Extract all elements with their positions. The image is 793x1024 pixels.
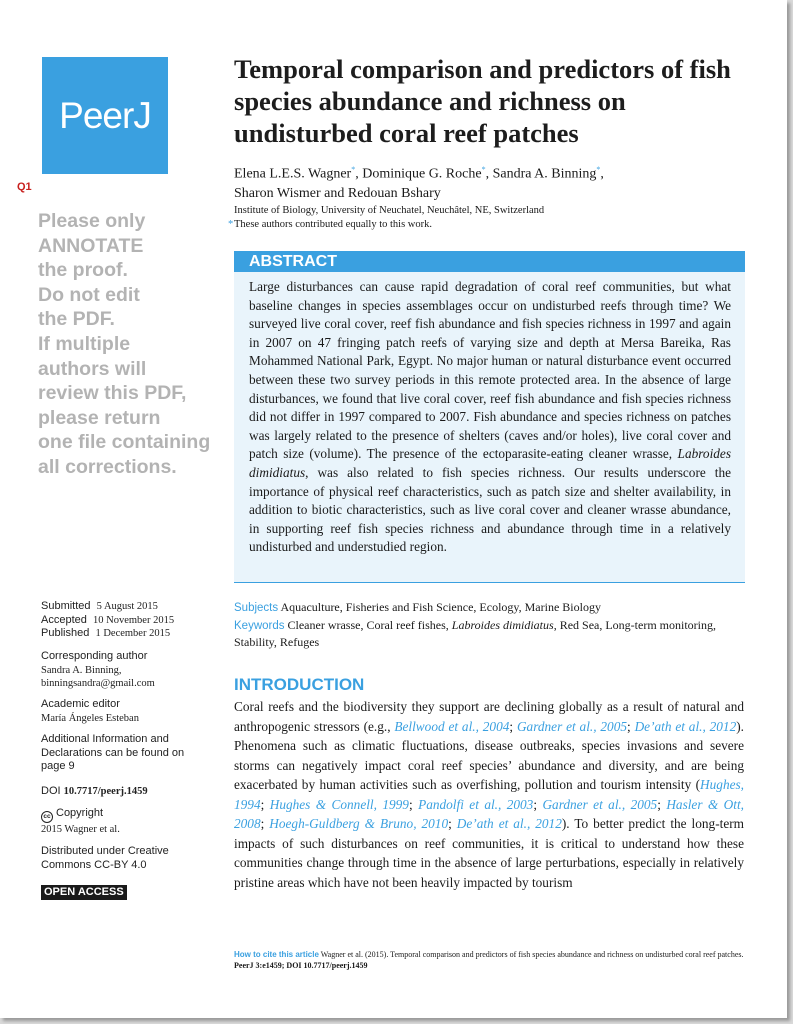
citation-link[interactable]: De’ath et al., 2012	[634, 718, 737, 734]
author: Sandra A. Binning	[492, 166, 597, 182]
intro-text-part: ). To better predict the long-term impacts of such disturbances on reef communities, it is critical to understand how these communities change through time in the absence of large perturbations, especially in relatively pristine areas which have not been heavily impacted by tourism	[234, 816, 744, 890]
equal-contribution-text: These authors contributed equally to this work.	[234, 219, 432, 230]
intro-text-part: ;	[627, 718, 635, 734]
corresponding-email[interactable]: binningsandra@gmail.com	[41, 678, 155, 689]
accepted-label: Accepted	[41, 613, 87, 626]
equal-contribution-mark: *	[228, 219, 234, 230]
author: Sharon Wismer and Redouan Bshary	[234, 185, 441, 201]
keywords-text: , Red Sea, Long-term monitoring, Stability, Refuges	[234, 617, 716, 649]
editor-label: Academic editor	[41, 698, 120, 710]
intro-text-part: ;	[657, 796, 667, 812]
citation-link[interactable]: De’ath et al., 2012	[456, 816, 562, 831]
academic-editor	[41, 698, 139, 725]
additional-info: Additional Information and Declarations can be found on page 9	[41, 733, 185, 772]
intro-text-part: Coral reefs and the biodiversity they support are declining globally as a result of natural and anthropogenic stressors (e.g.,	[234, 699, 744, 734]
author-list	[234, 160, 734, 203]
abstract-text	[234, 272, 745, 557]
open-access-badge: OPEN ACCESS	[41, 885, 127, 900]
copyright-line: 2015 Wagner et al.	[41, 824, 120, 835]
intro-text-part: ;	[408, 796, 419, 812]
intro-text-part: ;	[533, 796, 543, 812]
citation-link[interactable]: Pandolfi et al., 2003	[418, 796, 534, 812]
intro-text-part: ;	[260, 796, 270, 812]
submitted-date: 5 August 2015	[96, 601, 158, 612]
intro-text-part: ;	[260, 816, 270, 831]
subjects-text: Aquaculture, Fisheries and Fish Science, Ecology, Marine Biology	[280, 600, 601, 614]
annotation-notice: Please only ANNOTATE the proof. Do not edit the PDF. If multiple authors will review this PDF, please return one file containing all corrections.	[38, 210, 211, 478]
footer-text: Wagner et al. (2015). Temporal comparison and predictors of fish species abundance and richness on undisturbed coral reef patches.	[318, 950, 744, 959]
doi-label: DOI	[41, 785, 61, 797]
corresponding-label: Corresponding author	[41, 650, 148, 662]
accepted-date: 10 November 2015	[93, 614, 175, 626]
equal-contribution-mark: *	[596, 165, 601, 174]
citation-link[interactable]: Hughes & Connell, 1999	[269, 796, 409, 812]
author-separator: ,	[600, 166, 604, 182]
abstract-box	[234, 251, 745, 583]
corresponding-author	[41, 650, 155, 691]
introduction-heading: INTRODUCTION	[234, 675, 365, 694]
copyright-label: Copyright	[56, 807, 104, 819]
footer-label: How to cite this article	[234, 950, 319, 959]
doi-value: 10.7717/peerj.1459	[63, 786, 148, 797]
abstract-heading: ABSTRACT	[234, 251, 745, 272]
author: Dominique G. Roche	[362, 166, 482, 182]
citation-footer	[234, 949, 744, 971]
article-title: Temporal comparison and predictors of fish species abundance and richness on undisturbed coral reef patches	[234, 54, 731, 148]
affiliation-block	[228, 204, 734, 232]
keywords-label: Keywords	[234, 619, 285, 632]
creative-commons-icon: cc	[41, 811, 53, 823]
peerj-logo	[42, 57, 168, 174]
species-name: Labroides dimidiatus	[249, 446, 731, 480]
intro-text-part: ;	[448, 816, 457, 831]
logo-text: PeerJ	[59, 94, 151, 136]
abstract-text-part: Large disturbances can cause rapid degradation of coral reef communities, but what baseline changes in species assemblages occur on undisturbed reefs through time? We surveyed live coral cover, reef fish abundance and fish species richness in 1997 and again in 2007 on 47 fringing patch reefs of varying size and depth at Mersa Bareika, Ras Mohammed National Park, Egypt. No major human or natural disturbance event occurred between these two survey periods in this remote protected area. In the absence of large disturbances, we found that live coral cover, reef fish abundance and fish species richness did not differ in 1997 compared to 2007. Fish abundance and species richness on patches was largely related to the presence of shelters (caves and/or holes), live coral cover and patch size (volume). The presence of the ectoparasite-eating cleaner wrasse,	[249, 279, 731, 462]
footer-doi: PeerJ 3:e1459; DOI 10.7717/peerj.1459	[234, 961, 368, 970]
author-separator: ,	[485, 166, 493, 182]
citation-link[interactable]: Gardner et al., 2005	[542, 796, 658, 812]
keywords-text: Cleaner wrasse, Coral reef fishes,	[287, 617, 452, 632]
license[interactable]: Distributed under Creative Commons CC-BY 4.0	[41, 845, 169, 871]
publication-dates	[41, 600, 174, 641]
subjects-keywords	[234, 599, 744, 651]
intro-text-part: ;	[509, 718, 517, 734]
published-date: 1 December 2015	[95, 628, 171, 639]
citation-link[interactable]: Bellwood et al., 2004	[394, 718, 510, 734]
citation-link[interactable]: Hughes, 1994	[234, 777, 744, 812]
subjects-label: Subjects	[234, 602, 279, 614]
copyright-block	[41, 807, 120, 837]
query-marker[interactable]: Q1	[17, 181, 32, 193]
species-name: Labroides dimidiatus	[451, 617, 554, 632]
affiliation: Institute of Biology, University of Neuchatel, Neuchâtel, NE, Switzerland	[234, 205, 545, 216]
corresponding-name: Sandra A. Binning,	[41, 664, 122, 676]
published-label: Published	[41, 627, 90, 639]
citation-link[interactable]: Hasler & Ott, 2008	[234, 796, 744, 831]
equal-contribution-mark: *	[481, 165, 486, 174]
abstract-text-part: , was also related to fish species richness. Our results underscore the importance of physical reef characteristics, such as patch size and shelter availability, in addition to biotic characteristics, such as live coral cover and cleaner wrasse abundance, in supporting reef fish species richness and abundance through time in a relatively undisturbed and understudied region.	[249, 464, 731, 555]
citation-link[interactable]: Gardner et al., 2005	[516, 718, 627, 734]
equal-contribution-note	[228, 218, 734, 232]
introduction-text	[234, 697, 744, 892]
submitted-label: Submitted	[41, 600, 91, 612]
doi-line[interactable]	[41, 785, 148, 799]
intro-text-part: ). Phenomena such as climatic fluctuations, disease outbreaks, species invasions and severe storms can negatively impact coral reef species’ abundance and diversity, and are being exacerbated by human activities such as overfishing, pollution and tourism intensity (	[234, 718, 744, 792]
author-separator: ,	[355, 166, 363, 182]
citation-link[interactable]: Hoegh-Guldberg & Bruno, 2010	[269, 816, 449, 831]
equal-contribution-mark: *	[351, 165, 356, 174]
editor-name: María Ángeles Esteban	[41, 712, 139, 724]
author: Elena L.E.S. Wagner	[234, 166, 352, 182]
